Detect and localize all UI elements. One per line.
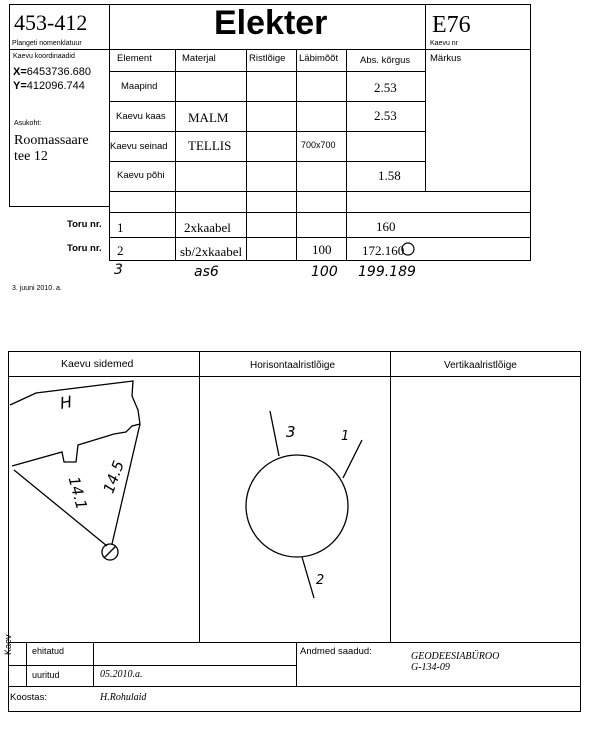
footer-surveyed-label: uuritud bbox=[32, 670, 60, 680]
sketch-mark-distance-1: 14.5 bbox=[99, 458, 128, 496]
sketch-mark-pipe-2: 2 bbox=[316, 573, 325, 588]
row-element: Kaevu kaas bbox=[116, 111, 166, 122]
map-sheet-code: 453-412 bbox=[14, 10, 88, 35]
sketch-mark-h: H bbox=[58, 392, 74, 413]
col-header-diameter: Läbimõõt bbox=[299, 53, 339, 64]
pipe-diameter: 100 bbox=[312, 242, 332, 257]
footer-author-name: H.Rohulaid bbox=[100, 692, 147, 703]
map-sheet-caption: Plangeti nomenklatuur bbox=[12, 40, 82, 47]
handwritten-pipe-height: 199.189 bbox=[358, 264, 416, 280]
footer-built-label: ehitatud bbox=[32, 646, 65, 656]
row-diameter: 700x700 bbox=[301, 140, 336, 150]
y-coordinate: Y=412096.744 bbox=[13, 80, 85, 92]
pipe-number: 1 bbox=[117, 220, 124, 235]
sketch-col-horizontal: Horisontaalristlõige bbox=[250, 360, 336, 371]
sketch-col-ties: Kaevu sidemed bbox=[61, 358, 134, 370]
row-material: TELLIS bbox=[188, 138, 232, 153]
row-element: Maapind bbox=[121, 81, 158, 92]
pipe-height: 160 bbox=[376, 219, 396, 234]
sketch-mark-pipe-1: 1 bbox=[341, 429, 350, 444]
pipe-material: 2xkaabel bbox=[184, 220, 231, 235]
footer-source-code: G-134-09 bbox=[411, 662, 450, 673]
handwritten-pipe-number: 3 bbox=[114, 262, 123, 278]
sketch-mark-distance-2: 14.1 bbox=[64, 474, 91, 512]
address-label: Asukoht: bbox=[14, 120, 42, 127]
coords-label: Kaevu koordinaadid bbox=[13, 53, 75, 60]
pipe-material: sb/2xkaabel bbox=[180, 244, 243, 259]
row-height: 1.58 bbox=[378, 168, 401, 183]
address-line-1: Roomassaare bbox=[14, 133, 89, 148]
row-height: 2.53 bbox=[374, 108, 397, 123]
pipe-label: Toru nr. bbox=[67, 243, 102, 254]
footer-source-company: GEODEESIABÜROO bbox=[411, 651, 500, 662]
footer-author-label: Koostas: bbox=[10, 692, 47, 703]
row-element: Kaevu põhi bbox=[117, 170, 165, 181]
col-header-element: Element bbox=[117, 53, 152, 64]
handwritten-pipe-material: as6 bbox=[194, 264, 219, 280]
sketch-col-vertical: Vertikaalristlõige bbox=[444, 360, 517, 371]
col-header-notes: Märkus bbox=[430, 53, 462, 64]
handwritten-pipe-diameter: 100 bbox=[311, 264, 338, 280]
row-element: Kaevu seinad bbox=[110, 141, 168, 152]
well-number: E76 bbox=[432, 12, 471, 38]
pipe-label: Toru nr. bbox=[67, 219, 102, 230]
x-coordinate: X=6453736.680 bbox=[13, 66, 91, 78]
well-number-caption: Kaevu nr bbox=[430, 40, 459, 47]
address-line-2: tee 12 bbox=[14, 149, 48, 164]
row-height: 2.53 bbox=[374, 80, 397, 95]
col-header-material: Materjal bbox=[182, 53, 216, 64]
col-header-cross-section: Ristlõige bbox=[249, 53, 286, 64]
document-date: 3. juuni 2010. a. bbox=[12, 285, 62, 292]
sketch-mark-pipe-3: 3 bbox=[286, 423, 296, 441]
pipe-height: 172.160 bbox=[362, 243, 405, 258]
pipe-number: 2 bbox=[117, 243, 124, 258]
footer-source-label: Andmed saadud: bbox=[300, 646, 372, 657]
row-material: MALM bbox=[188, 110, 229, 125]
page-title: Elekter bbox=[214, 4, 328, 42]
footer-surveyed-date: 05.2010.a. bbox=[100, 669, 143, 680]
col-header-height: Abs. kõrgus bbox=[360, 55, 411, 66]
footer-well-label: Kaev bbox=[3, 634, 13, 655]
